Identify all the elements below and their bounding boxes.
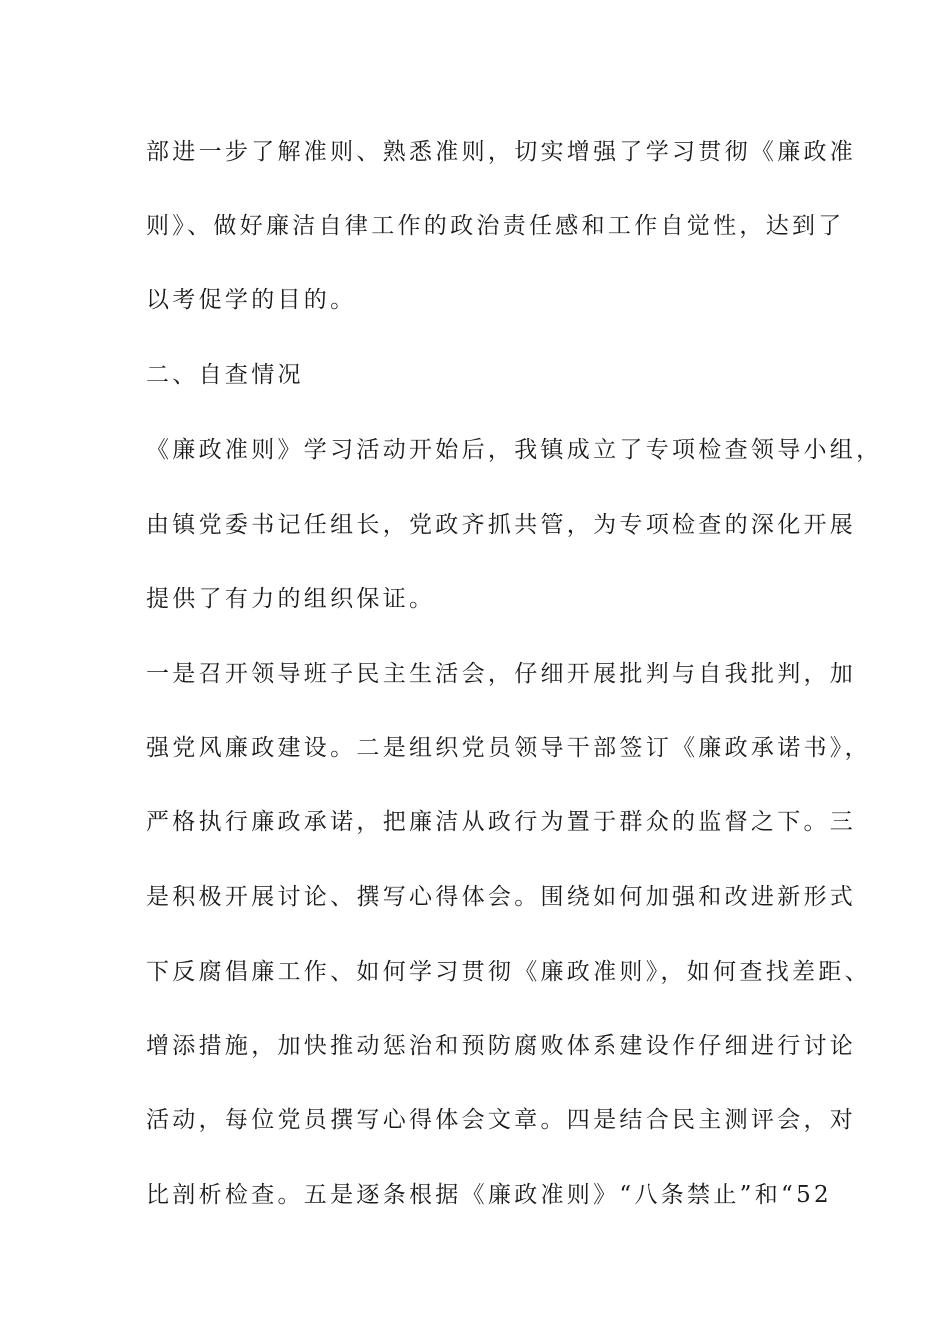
text-line: 增添措施，加快推动惩治和预防腐败体系建设作仔细进行讨论 (146, 1033, 857, 1059)
text-line: 比剖析检查。五是逐条根据《廉政准则》“八条禁止”和“52 (146, 1182, 832, 1208)
text-line: 强党风廉政建设。二是组织党员领导干部签订《廉政承诺书》， (146, 735, 871, 761)
text-line: 《廉政准则》学习活动开始后，我镇成立了专项检查领导小组， (146, 437, 883, 463)
section-heading: 二、自查情况 (146, 362, 304, 388)
text-line: 一是召开领导班子民主生活会，仔细开展批判与自我批判，加 (146, 661, 857, 687)
text-line: 提供了有力的组织保证。 (146, 586, 436, 612)
text-line: 以考促学的目的。 (146, 287, 357, 313)
text-line: 部进一步了解准则、熟悉准则，切实增强了学习贯彻《廉政准 (146, 139, 857, 165)
text-line: 活动，每位党员撰写心得体会文章。四是结合民主测评会，对 (146, 1107, 857, 1133)
text-line: 由镇党委书记任组长，党政齐抓共管，为专项检查的深化开展 (146, 512, 857, 538)
text-line: 则》、做好廉洁自律工作的政治责任感和工作自觉性，达到了 (146, 213, 845, 239)
text-line: 严格执行廉政承诺，把廉洁从政行为置于群众的监督之下。三 (146, 809, 857, 835)
text-line: 下反腐倡廉工作、如何学习贯彻《廉政准则》，如何查找差距、 (146, 959, 871, 985)
text-line: 是积极开展讨论、撰写心得体会。围绕如何加强和改进新形式 (146, 884, 857, 910)
